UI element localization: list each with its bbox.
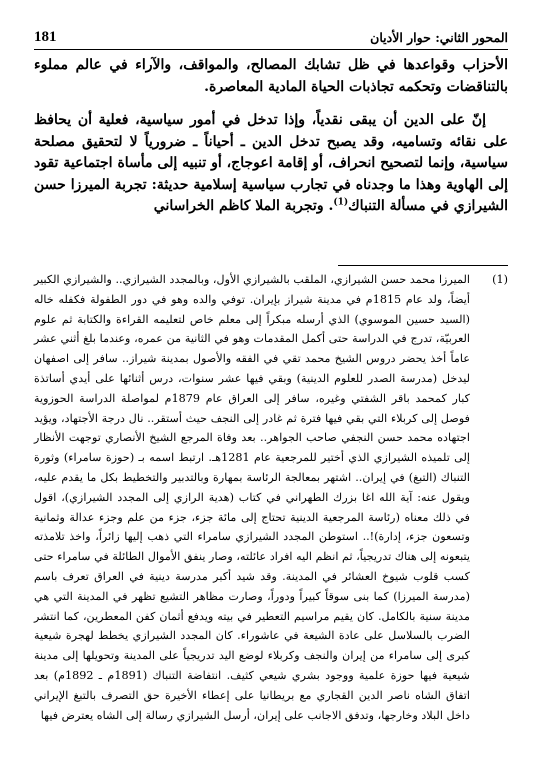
- footnote-separator: [338, 265, 508, 266]
- paragraph-tail: . وتجربة الملا كاظم الخراساني: [153, 198, 334, 214]
- footnotes-section: [34, 270, 508, 725]
- running-head: المحور الثاني: حوار الأديان: [370, 30, 508, 45]
- paragraph-text: إنّ على الدين أن يبقى نقدياً، وإذا تدخل في أمور سياسية، فعلية أن يحافظ على نقائه وتساميه، وقد يصبح تدخل الدين ـ أحياناً ـ ضرورياً لا لتحقيق مصلحة سياسية، وإنما لتصحيح انحراف، أو إقامة اعوجاج، أو تنبيه إلى مأساة اجتماعية تقود إلى الهاوية وهذا ما وجدناه في تجارب سياسية إسلامية حديثة: تجربة الميرزا حسن الشيرازي في مسألة التنباك: [34, 112, 508, 214]
- footnote-marker: (1): [492, 273, 508, 286]
- footnote-reference[interactable]: (1): [333, 197, 349, 208]
- main-text: [34, 55, 508, 230]
- paragraph: [34, 110, 508, 218]
- page-header: [34, 27, 508, 50]
- paragraph: الأحزاب وقواعدها في ظل تشابك المصالح، والمواقف، والآراء في عالم مملوء بالتناقضات وتحكمه تجاذبات الحياة المادية المعاصرة.: [34, 57, 508, 95]
- footnote-text: الميرزا محمد حسن الشيرازي، الملقب بالشيرازي الأول، وبالمجدد الشيرازي.. والشيرازي الكبير أيضاً، ولد عام 1815م في مدينة شيراز بإيران. توفي والده وهو في دور الطفولة فكفله خاله (السيد حسين الموسوي) الذي أرسله مبكراً إلى معلم خاص لتعليمه القراءة والكتابة ثم علوم العربيّة، تدرج في الدراسة حتى أكمل المقدمات وهو في الثانية من عمره، وعندما بلغ أثني عشر عاماً أخذ يحضر دروس الشيخ محمد تقي في الفقه والأصول بمدينة شيراز.. سافر إلى اصفهان ليدخل (مدرسة الصدر للعلوم الدينية) وبقي فيها عشر سنوات، درس أثنائها على أيدي أساتذة كبار كمحمد باقر الشفتي وغيره، سافر إلى العراق عام 1879م لمواصلة الدراسة الحوزوية فوصل إلى كربلاء التي بقي فيها فترة ثم غادر إلى النجف حيث أستقر.. نال درجة الأجتهاد، ويؤيد اجتهاده محمد حسن النجفي صاحب الجواهر.. بعد وفاة المرجع الشيخ الأنصاري توجهت الأنظار إلى تلميذه الشيرازي الذي أختير للمرجعية عام 1281هـ. ارتبط اسمه بـ (حوزة سامراء) وثورة التنباك (التبغ) في إيران.. اشتهر بمعالجة الرئاسة بمهارة وبالتدبير والتخطيط بكل ما يقدم عليه، ويقول عنه: آية الله اغا بزرك الطهراني في كتاب (هدية الرازي إلى المجدد الشيرازي)، اقول في ذلك معناه (رئاسة المرجعية الدينية تحتاج إلى مائة جزء، جزء من علم وجزء عدالة وثمانية وتسعون جزء، إدارة)!.. استوطن المجدد الشيرازي سامراء التي ذهب إليها زائراً، واخذ تلامذته يتبعونه إلى هناك تدريجياً، ثم انظم اليه افراد عائلته، وصار ينفق الأموال الطائلة في سامراء حتى كسب قلوب شيوخ العشائر في المدينة. وقد شيد أكبر مدرسة دينية في العراق تعرف باسم (مدرسة الميرزا) كما بنى سوقاً كبيراً ودوراً، وصارت مظاهر التشيع تظهر في المدينة التي هي مدينة سنية بالكامل. كان يقيم مراسيم التعطير في بيته ويدفع أثمان كفن المعطرين، كما انتشر الضرب بالسلاسل على عادة الشيعة في عاشوراء. كان المجدد الشيرازي يخطط لهجرة شيعية كبرى إلى سامراء من إيران والنجف وكربلاء لوضع اليد تدريجياً على المدينة وتحويلها إلى مدينة شيعية فيها حوزة علمية ووجود بشري شيعي كثيف. انتفاضة التنباك (1891م ـ 1892م) بعد اتفاق الشاه ناصر الدين القجاري مع بريطانيا على إعطاء الأخيرة حق التصرف بالتبغ الإيراني داخل البلاد وخارجها، وتدفق الاجانب على إيران، أرسل الشيرازي رسالة إلى الشاه يعترض فيها: [34, 273, 470, 722]
- page-number: 181: [34, 29, 57, 45]
- footnote: [34, 270, 508, 725]
